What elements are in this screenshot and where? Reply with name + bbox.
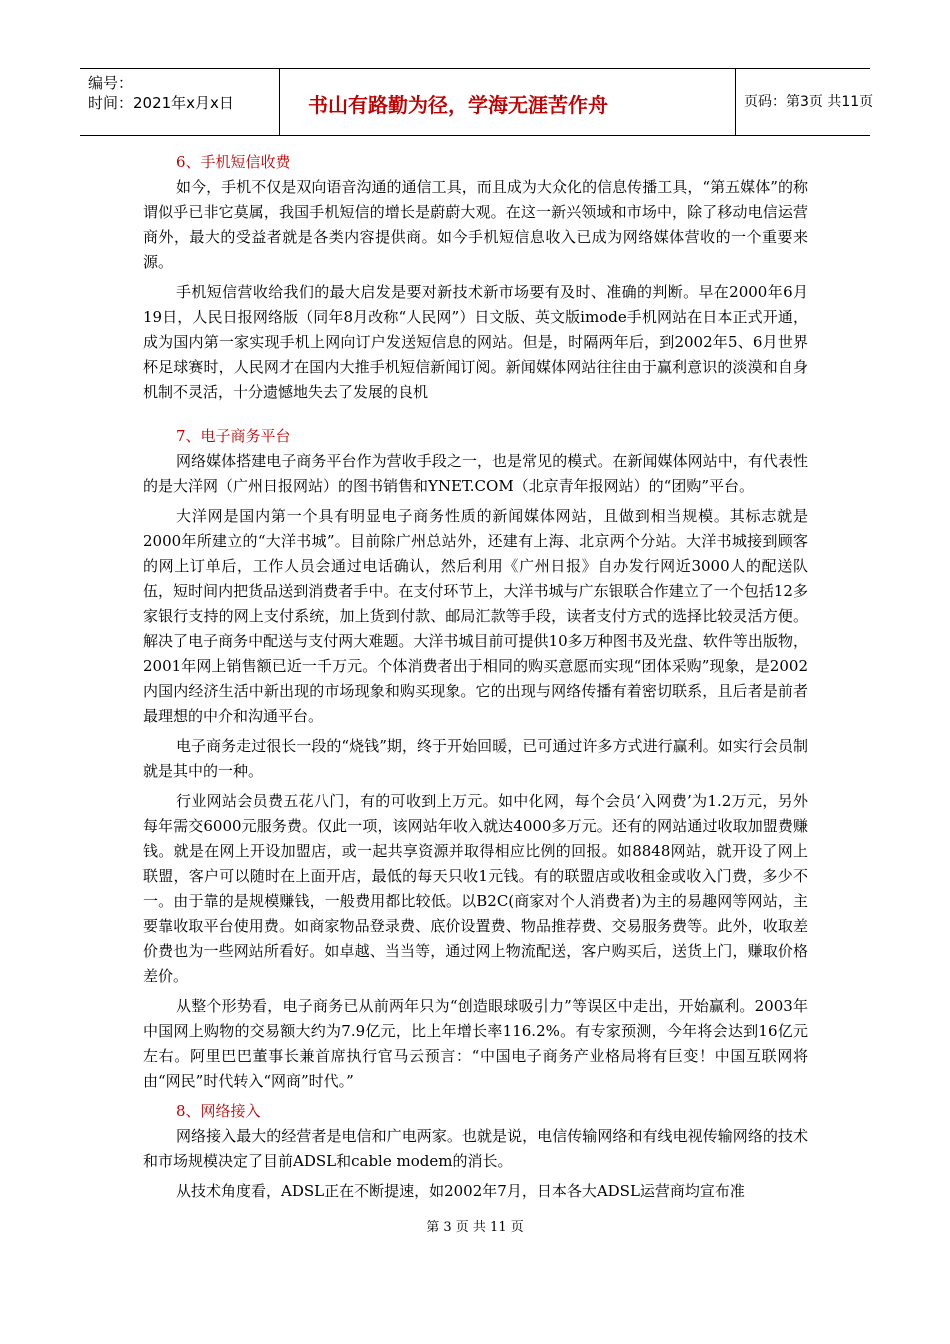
paragraph: 网络媒体搭建电子商务平台作为营收手段之一，也是常见的模式。在新闻媒体网站中，有代表性的是大洋网（广州日报网站）的图书销售和YNET.COM（北京青年报网站）的“团购”平台。 xyxy=(143,452,808,495)
doc-number-label: 编号： xyxy=(88,74,134,92)
paragraph: 行业网站会员费五花八门，有的可收到上万元。如中化网，每个会员‘入网费’为1.2万元，另外每年需交6000元服务费。仅此一项，该网站年收入就达4000多万元。还有的网站通过收取加盟费赚钱。就是在网上开设加盟店，或一起共享资源并取得相应比例的回报。如8848网站，就开设了网上联盟，客户可以随时在上面开店，最低的每天只收1元钱。有的联盟店或收租金或收入门费，多少不一。由于靠的是规模赚钱，一般费用都比较低。以B2C(商家对个人消费者)为主的易趣网等网站，主要靠收取平台使用费。如商家物品登录费、底价设置费、物品推荐费、交易服务费等。此外，收取差价费也为一些网站所看好。如卓越、当当等，通过网上物流配送，客户购买后，送货上门，赚取价格差价。 xyxy=(143,792,808,985)
page-footer: 第 3 页 共 11 页 xyxy=(426,1220,524,1235)
paragraph: 如今，手机不仅是双向语音沟通的通信工具，而且成为大众化的信息传播工具，“第五媒体”的称谓似乎已非它莫属，我国手机短信的增长是蔚蔚大观。在这一新兴领域和市场中，除了移动电信运营商外，最大的受益者就是各类内容提供商。如今手机短信息收入已成为网络媒体营收的一个重要来源。 xyxy=(143,178,808,271)
section-heading: 6、手机短信收费 xyxy=(176,153,291,171)
paragraph: 手机短信营收给我们的最大启发是要对新技术新市场要有及时、准确的判断。早在2000年6月19日，人民日报网络版（同年8月改称“人民网”）日文版、英文版imode手机网站在日本正式开通，成为国内第一家实现手机上网向订户发送短信息的网站。但是，时隔两年后，到2002年5、6月世界杯足球赛时，人民网才在国内大推手机短信新闻订阅。新闻媒体网站往往由于赢利意识的淡漠和自身机制不灵活，十分遗憾地失去了发展的良机 xyxy=(143,283,808,401)
section-network-access xyxy=(143,1099,808,1204)
page-header xyxy=(80,68,874,136)
paragraph: 网络接入最大的经营者是电信和广电两家。也就是说，电信传输网络和有线电视传输网络的技术和市场规模决定了目前ADSL和cable modem的消长。 xyxy=(143,1127,808,1170)
paragraph: 电子商务走过很长一段的“烧钱”期，终于开始回暖，已可通过许多方式进行赢利。如实行会员制就是其中的一种。 xyxy=(143,737,808,780)
header-meta xyxy=(80,69,280,135)
header-motto-cell xyxy=(280,69,736,135)
paragraph: 从技术角度看，ADSL正在不断提速，如2002年7月，日本各大ADSL运营商均宣布准 xyxy=(176,1182,745,1200)
section-ecommerce xyxy=(143,424,808,1094)
doc-time-label: 时间：2021年x月x日 xyxy=(88,94,234,112)
section-heading: 7、电子商务平台 xyxy=(176,427,291,445)
header-motto: 书山有路勤为径，学海无涯苦作舟 xyxy=(308,93,608,117)
paragraph: 大洋网是国内第一个具有明显电子商务性质的新闻媒体网站，且做到相当规模。其标志就是2000年所建立的“大洋书城”。目前除广州总站外，还建有上海、北京两个分站。大洋书城接到顾客的网上订单后，工作人员会通过电话确认，然后利用《广州日报》自办发行网近3000人的配送队伍，短时间内把货品送到消费者手中。在支付环节上，大洋书城与广东银联合作建立了一个包括12多家银行支持的网上支付系统，加上货到付款、邮局汇款等手段，读者支付方式的选择比较灵活方便。解决了电子商务中配送与支付两大难题。大洋书城目前可提供10多万种图书及光盘、软件等出版物，2001年网上销售额已近一千万元。个体消费者出于相同的购买意愿而实现“团体采购”现象，是2002内国内经济生活中新出现的市场现象和购买现象。它的出现与网络传播有着密切联系，且后者是前者最理想的中介和沟通平台。 xyxy=(143,507,808,725)
section-heading: 8、网络接入 xyxy=(176,1102,261,1120)
paragraph: 从整个形势看，电子商务已从前两年只为“创造眼球吸引力”等误区中走出，开始赢利。2003年中国网上购物的交易额大约为7.9亿元，比上年增长率116.2%。有专家预测，今年将会达到16亿元左右。阿里巴巴董事长兼首席执行官马云预言：“中国电子商务产业格局将有巨变！中国互联网将由“网民”时代转入“网商”时代。” xyxy=(143,997,809,1090)
section-sms xyxy=(143,150,808,405)
header-page-info: 页码：第3页 共11页 xyxy=(744,94,874,110)
document-body xyxy=(143,150,808,1209)
